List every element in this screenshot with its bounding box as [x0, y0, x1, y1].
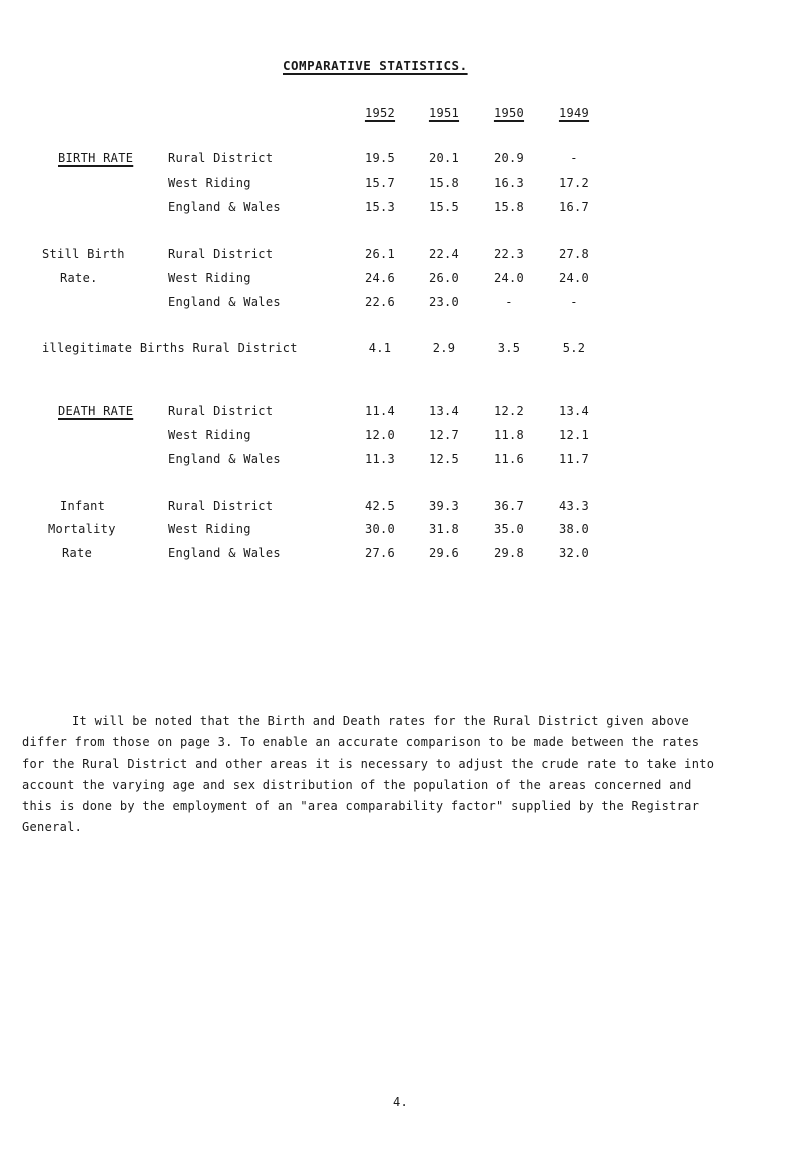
value-cell: 26.1 [364, 247, 396, 261]
value-cell: 12.2 [493, 404, 525, 418]
row-area: England & Wales [168, 546, 281, 560]
section-label-rate: Rate [62, 546, 93, 560]
value-cell: 12.7 [428, 428, 460, 442]
section-label-death-rate: DEATH RATE [58, 404, 134, 418]
value-cell: 27.6 [364, 546, 396, 560]
table-row [0, 247, 800, 263]
table-row [0, 341, 800, 357]
table-row [0, 452, 800, 468]
value-cell: 22.3 [493, 247, 525, 261]
value-cell: 12.5 [428, 452, 460, 466]
value-cell: 24.6 [364, 271, 396, 285]
value-cell: 5.2 [562, 341, 586, 355]
year-header-1949: 1949 [558, 106, 590, 120]
value-cell: 35.0 [493, 522, 525, 536]
table-row [0, 522, 800, 538]
row-area: West Riding [168, 271, 251, 285]
section-label-mortality: Mortality [48, 522, 116, 536]
value-cell: 22.4 [428, 247, 460, 261]
value-cell: 39.3 [428, 499, 460, 513]
table-row [0, 499, 800, 515]
value-cell: 16.7 [558, 200, 590, 214]
row-area: England & Wales [168, 295, 281, 309]
row-area: West Riding [168, 522, 251, 536]
value-cell: 26.0 [428, 271, 460, 285]
value-cell: 2.9 [432, 341, 456, 355]
table-row [0, 295, 800, 311]
value-cell: 29.8 [493, 546, 525, 560]
value-cell: 15.8 [428, 176, 460, 190]
value-cell: 15.8 [493, 200, 525, 214]
value-cell: 16.3 [493, 176, 525, 190]
table-row [0, 546, 800, 562]
table-row [0, 200, 800, 216]
table-row [0, 428, 800, 444]
explanatory-paragraph [22, 711, 782, 839]
row-area: Rural District [168, 404, 274, 418]
table-row [0, 271, 800, 287]
value-cell: 12.0 [364, 428, 396, 442]
value-cell: - [570, 295, 578, 309]
value-cell: 13.4 [428, 404, 460, 418]
value-cell: 17.2 [558, 176, 590, 190]
section-label-birth-rate: BIRTH RATE [58, 151, 134, 165]
row-area: West Riding [168, 176, 251, 190]
value-cell: 15.7 [364, 176, 396, 190]
row-area: Rural District [168, 247, 274, 261]
value-cell: 11.7 [558, 452, 590, 466]
value-cell: 15.3 [364, 200, 396, 214]
value-cell: 29.6 [428, 546, 460, 560]
value-cell: - [570, 151, 578, 165]
value-cell: 36.7 [493, 499, 525, 513]
paragraph-line: General. [22, 820, 83, 835]
paragraph-line: account the varying age and sex distribution of the population of the areas concerned and [22, 777, 692, 792]
year-header-1950: 1950 [493, 106, 525, 120]
value-cell: 23.0 [428, 295, 460, 309]
section-label-infant: Infant [60, 499, 106, 513]
paragraph-line: this is done by the employment of an "area comparability factor" supplied by the Registrar [22, 799, 700, 814]
value-cell: 11.8 [493, 428, 525, 442]
value-cell: 24.0 [493, 271, 525, 285]
row-area: England & Wales [168, 452, 281, 466]
row-area: Rural District [168, 499, 274, 513]
value-cell: 20.9 [493, 151, 525, 165]
value-cell: 3.5 [497, 341, 521, 355]
value-cell: 38.0 [558, 522, 590, 536]
table-row [0, 404, 800, 420]
illegitimate-births-label: illegitimate Births Rural District [42, 341, 298, 355]
value-cell: 32.0 [558, 546, 590, 560]
value-cell: 20.1 [428, 151, 460, 165]
page-title: COMPARATIVE STATISTICS. [283, 58, 468, 73]
value-cell: 42.5 [364, 499, 396, 513]
row-area: England & Wales [168, 200, 281, 214]
value-cell: 13.4 [558, 404, 590, 418]
value-cell: 4.1 [368, 341, 392, 355]
value-cell: 11.4 [364, 404, 396, 418]
section-label-still-birth: Still Birth [42, 247, 125, 261]
table-row [0, 151, 800, 167]
paragraph-line: It will be noted that the Birth and Death rates for the Rural District given above [72, 714, 690, 728]
year-header-1951: 1951 [428, 106, 460, 120]
page-number: 4. [393, 1095, 409, 1109]
row-area: West Riding [168, 428, 251, 442]
value-cell: 22.6 [364, 295, 396, 309]
value-cell: 11.3 [364, 452, 396, 466]
value-cell: 27.8 [558, 247, 590, 261]
section-label-still-birth-rate: Rate. [60, 271, 98, 285]
value-cell: 43.3 [558, 499, 590, 513]
value-cell: 24.0 [558, 271, 590, 285]
row-area: Rural District [168, 151, 274, 165]
value-cell: 30.0 [364, 522, 396, 536]
value-cell: 15.5 [428, 200, 460, 214]
value-cell: 11.6 [493, 452, 525, 466]
paragraph-line: differ from those on page 3. To enable an accurate comparison to be made between the rates [22, 735, 700, 750]
value-cell: - [505, 295, 513, 309]
year-header-1952: 1952 [364, 106, 396, 120]
value-cell: 19.5 [364, 151, 396, 165]
table-row [0, 176, 800, 192]
value-cell: 12.1 [558, 428, 590, 442]
value-cell: 31.8 [428, 522, 460, 536]
paragraph-line: for the Rural District and other areas it is necessary to adjust the crude rate to take into [22, 756, 715, 771]
